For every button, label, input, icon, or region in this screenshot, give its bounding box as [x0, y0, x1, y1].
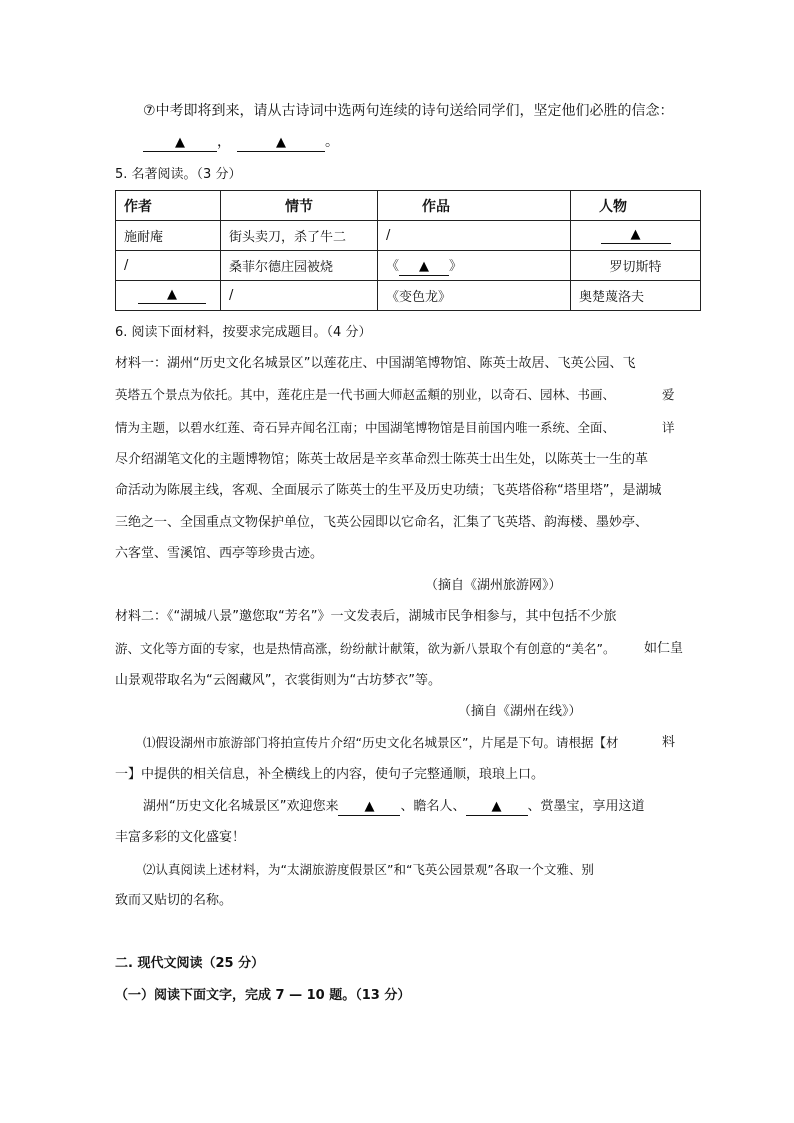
m1-line: 英塔五个景点为依托。其中，莲花庄是一代书画大师赵孟頫的别业，以奇石、园林、书画、	[115, 387, 616, 402]
cell-character: 罗切斯特	[571, 251, 701, 281]
m2-line: 游、文化等方面的专家，也是热情高涨，纷纷献计献策，欲为新八景取个有创意的“美名”。	[115, 641, 616, 656]
header-author: 作者	[116, 191, 221, 221]
header-character: 人物	[571, 191, 701, 221]
sub2-line: 致而又贴切的名称。	[115, 893, 233, 908]
cell-work: /	[378, 221, 571, 251]
m1-line-tail: 爱	[662, 387, 675, 402]
triangle-icon: ▲	[364, 799, 375, 814]
cell-plot: 桑菲尔德庄园被烧	[221, 251, 378, 281]
sub1-line: 一】中提供的相关信息，补全横线上的内容，使句子完整通顺，琅琅上口。	[115, 767, 545, 782]
character-blank[interactable]	[601, 227, 671, 244]
m1-line-tail: 详	[662, 420, 675, 435]
fill-part-b: 、瞻名人、	[400, 799, 466, 814]
sub1-line-tail: 料	[662, 735, 676, 750]
fill-part-c: 、赏墨宝，享用这道	[527, 799, 645, 814]
m1-line: 材料一：湖州“历史文化名城景区”以莲花庄、中国湖笔博物馆、陈英士故居、飞英公园、飞	[115, 356, 636, 371]
fill-blank-2[interactable]	[466, 799, 528, 816]
fill-sentence-end: 丰富多彩的文化盛宴！	[115, 830, 246, 845]
m1-line: 命活动为陈展主线，客观、全面展示了陈英士的生平及历史功绩；飞英塔俗称“塔里塔”，是湖城	[115, 483, 662, 498]
book-close-mark: 》	[449, 259, 463, 274]
fill-sentence	[143, 797, 645, 817]
m1-line: 三绝之一、全国重点文物保护单位，飞英公园即以它命名，汇集了飞英塔、韵海楼、墨妙亭、	[115, 515, 649, 530]
cell-author	[116, 281, 221, 311]
q7-answer-line	[143, 132, 339, 152]
triangle-icon: ▲	[175, 135, 185, 150]
section2-title: 二. 现代文阅读（25 分）	[115, 956, 265, 971]
cell-work: 《变色龙》	[378, 281, 571, 311]
cell-plot: /	[221, 281, 378, 311]
cell-work	[378, 251, 571, 281]
table-row	[116, 251, 701, 281]
table-row	[116, 281, 701, 311]
m1-line: 情为主题，以碧水红莲、奇石异卉闻名江南；中国湖笔博物馆是目前国内唯一系统、全面、	[115, 420, 616, 435]
cell-character: 奥楚蔑洛夫	[571, 281, 701, 311]
q7-end: 。	[325, 134, 339, 150]
work-blank[interactable]	[399, 259, 449, 276]
q7-sep: ，	[217, 134, 231, 150]
works-table	[115, 190, 701, 311]
triangle-icon: ▲	[276, 135, 286, 150]
author-blank[interactable]	[138, 287, 206, 304]
header-plot: 情节	[221, 191, 378, 221]
cell-author: 施耐庵	[116, 221, 221, 251]
m2-line: 材料二：《“湖城八景”邀您取“芳名”》一文发表后，湖城市民争相参与，其中包括不少旅	[115, 609, 617, 624]
section2-part1: （一）阅读下面文字，完成 7 — 10 题。（13 分）	[115, 988, 411, 1003]
triangle-icon: ▲	[630, 227, 641, 242]
fill-blank-1[interactable]	[338, 799, 400, 816]
table-header-row	[116, 191, 701, 221]
q5-title: 5. 名著阅读。（3 分）	[115, 167, 242, 182]
triangle-icon: ▲	[167, 287, 177, 302]
q7-blank-2[interactable]	[237, 134, 325, 152]
table-row	[116, 221, 701, 251]
triangle-icon: ▲	[491, 799, 502, 814]
sub1-line: ⑴假设湖州市旅游部门将拍宣传片介绍“历史文化名城景区”，片尾是下句。请根据【材	[143, 735, 619, 750]
cell-character	[571, 221, 701, 251]
m2-line: 山景观带取名为“云阁藏风”，衣裳街则为“古坊梦衣”等。	[115, 673, 441, 688]
book-open-mark: 《	[386, 259, 400, 274]
m2-source: （摘自《湖州在线》）	[458, 704, 582, 719]
m2-line-tail: 如仁皇	[644, 641, 684, 656]
fill-part-a: 湖州“历史文化名城景区”欢迎您来	[143, 799, 339, 814]
m1-line: 六客堂、雪溪馆、西亭等珍贵古迹。	[115, 546, 324, 561]
m1-source: （摘自《湖州旅游网》）	[425, 578, 562, 593]
cell-author: /	[116, 251, 221, 281]
sub2-line: ⑵认真阅读上述材料，为“太湖旅游度假景区”和“飞英公园景观”各取一个文雅、别	[143, 862, 594, 877]
q7-blank-1[interactable]	[143, 134, 217, 152]
q6-title: 6. 阅读下面材料，按要求完成题目。（4 分）	[115, 325, 372, 340]
m1-line: 尽介绍湖笔文化的主题博物馆；陈英士故居是辛亥革命烈士陈英士出生处，以陈英士一生的革	[115, 452, 649, 467]
cell-plot: 街头卖刀，杀了牛二	[221, 221, 378, 251]
q7-prompt: ⑦中考即将到来，请从古诗词中选两句连续的诗句送给同学们，坚定他们必胜的信念：	[143, 103, 674, 119]
header-work: 作品	[378, 191, 571, 221]
triangle-icon: ▲	[419, 259, 430, 274]
